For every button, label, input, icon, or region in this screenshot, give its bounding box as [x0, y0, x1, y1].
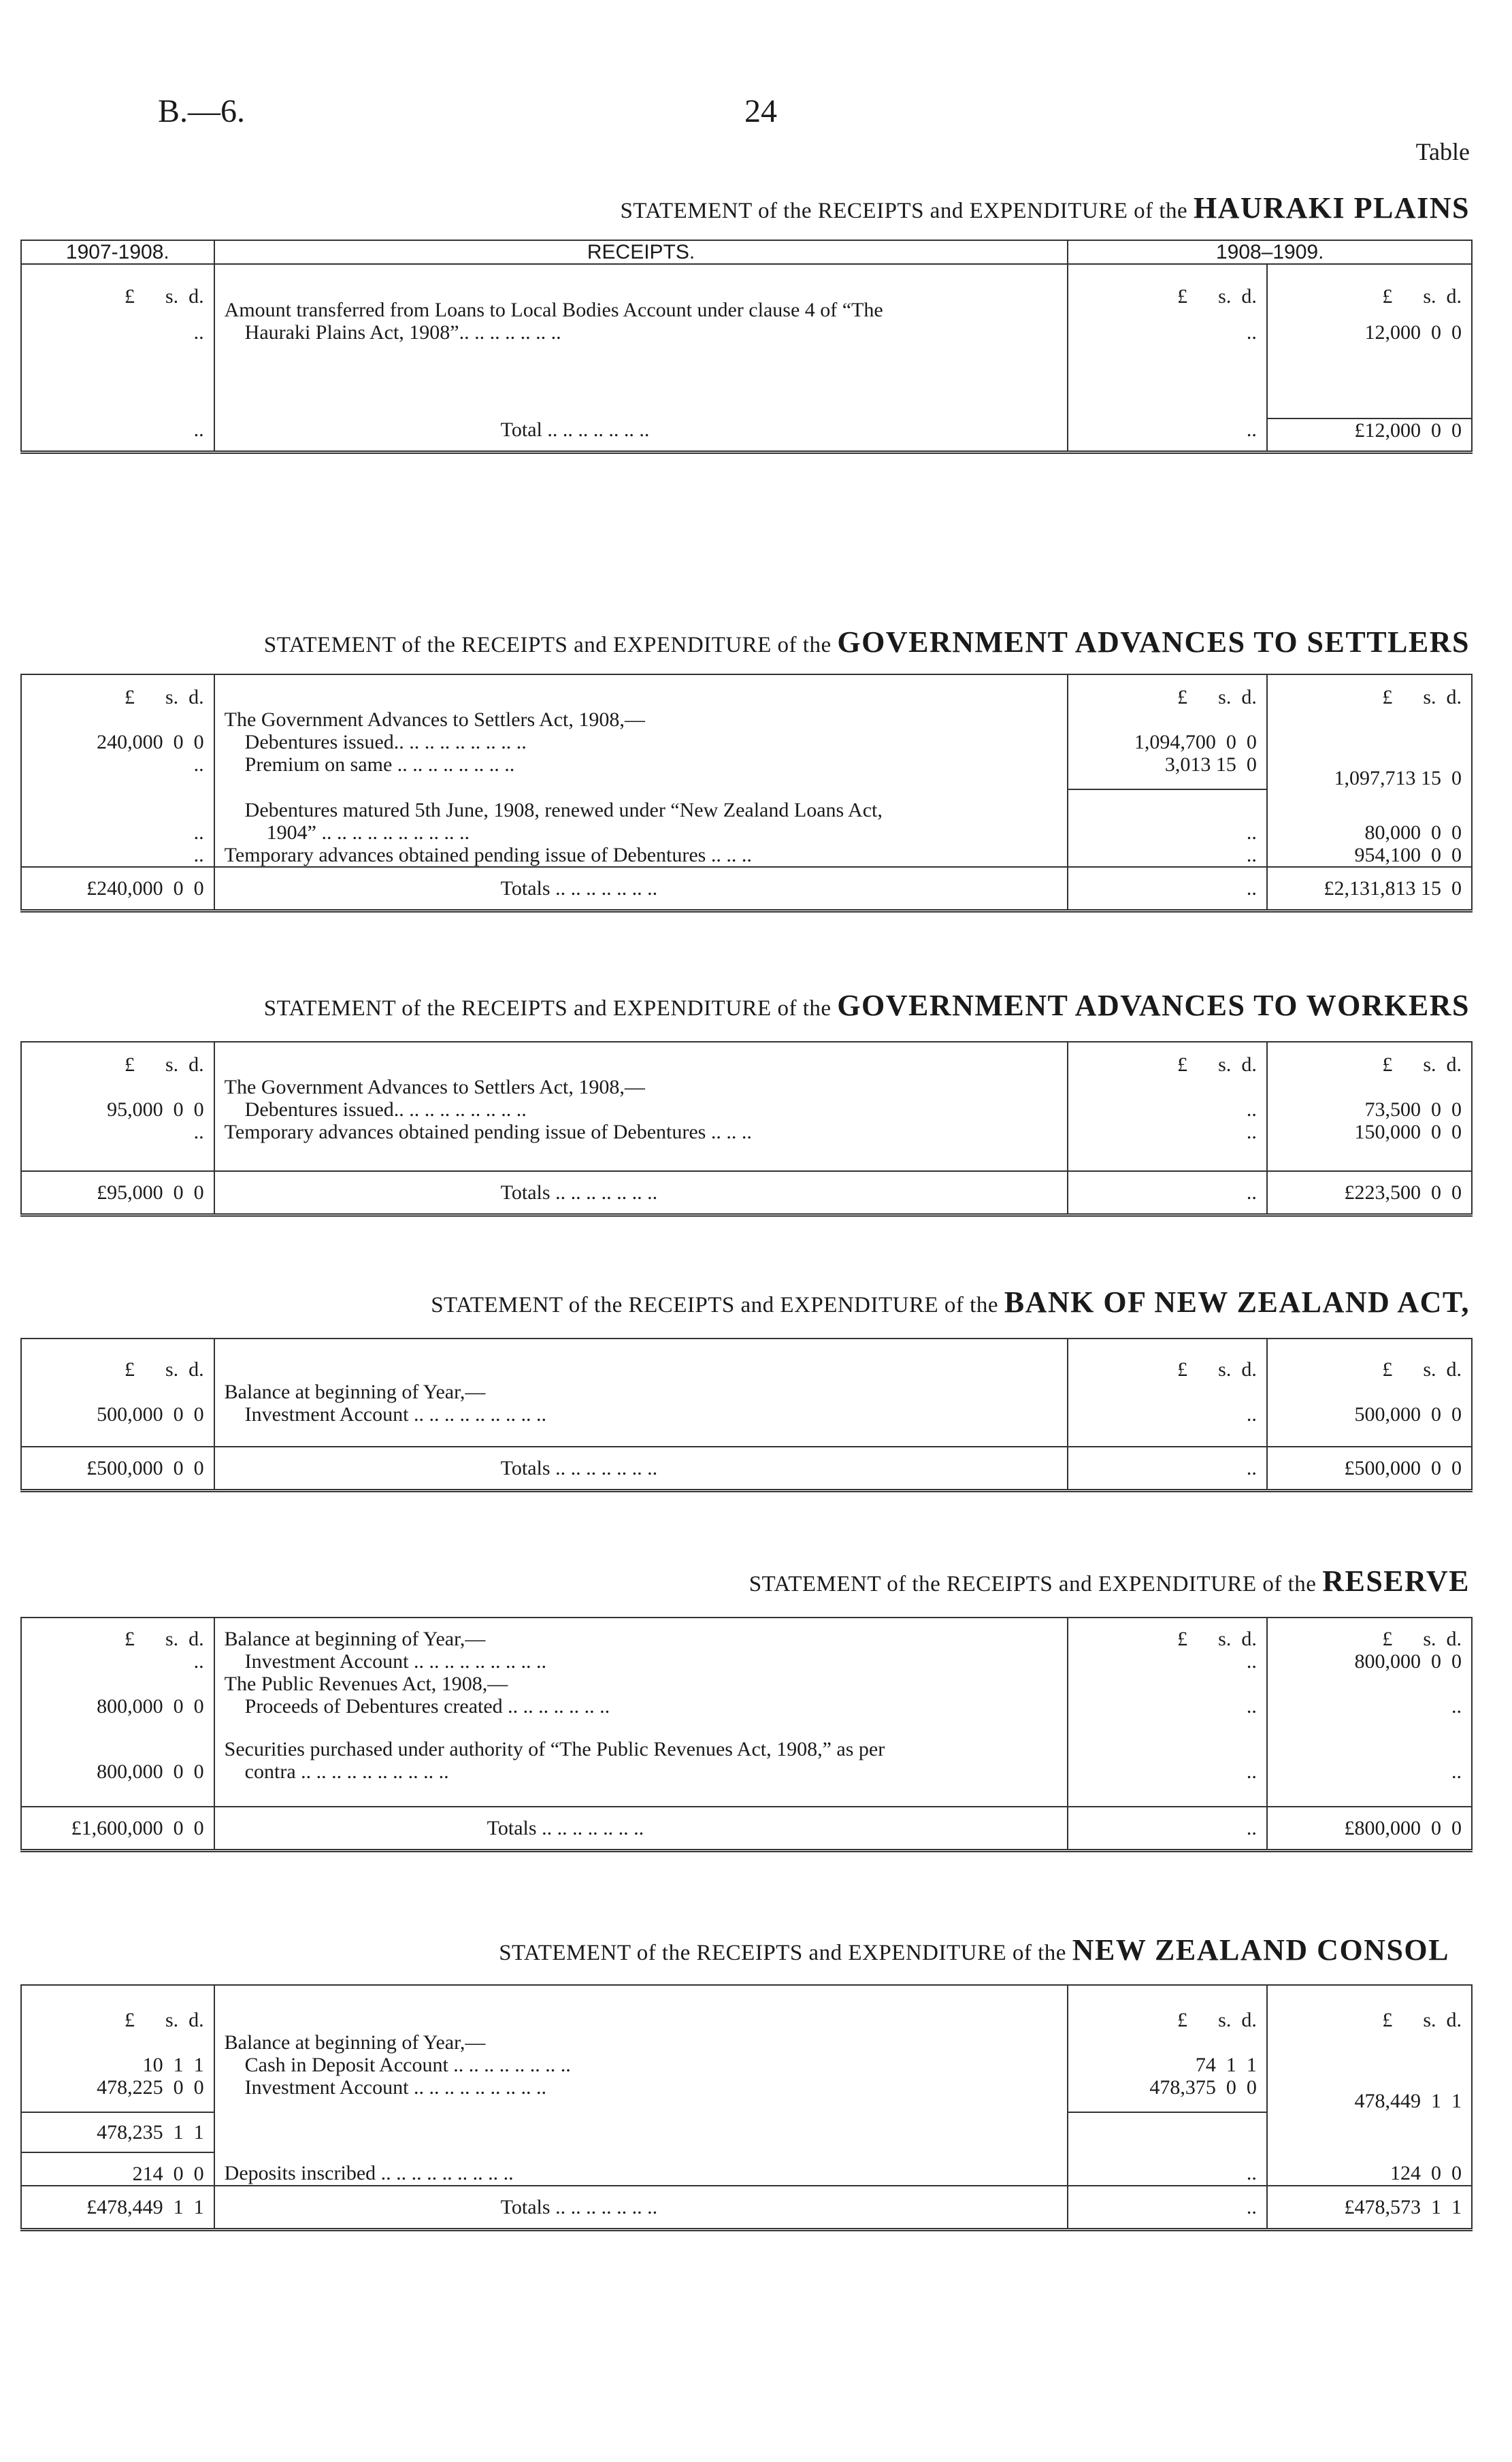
cell-amount: 1,094,700 0 0 [1068, 731, 1266, 753]
cell-total: £95,000 0 0 [21, 1171, 214, 1215]
cell-amount: 478,375 0 0 [1068, 2076, 1266, 2112]
document-reference: B.—6. [158, 93, 246, 129]
row-label: Debentures issued.. .. .. .. .. .. .. .. .. [214, 731, 1068, 753]
cell-dots: .. [1068, 321, 1266, 344]
table-row [21, 2031, 1472, 2054]
cell-dots: .. [1068, 1760, 1266, 1783]
reserve-table [20, 1617, 1473, 1852]
table-row [21, 821, 1472, 844]
cell-total: £800,000 0 0 [1267, 1807, 1472, 1851]
totals-label: Totals .. .. .. .. .. .. .. [214, 867, 1068, 911]
col-receipts: RECEIPTS. [214, 240, 1068, 264]
hauraki-table [20, 240, 1473, 454]
heading-prefix: STATEMENT of the RECEIPTS and EXPENDITURE of the [749, 1572, 1317, 1596]
cell-total: £1,600,000 0 0 [21, 1807, 214, 1851]
cell-total: £240,000 0 0 [21, 867, 214, 911]
units-label: £ s. d. [21, 674, 214, 708]
cell-subtotal: 478,235 1 1 [21, 2112, 214, 2152]
units-label: £ s. d. [1068, 1339, 1266, 1381]
cell-dots: .. [21, 418, 214, 453]
row-label: Investment Account .. .. .. .. .. .. .. .. .. [214, 1403, 1068, 1426]
table-row [21, 789, 1472, 821]
hauraki-heading [620, 191, 1470, 225]
spacer-row [21, 344, 1472, 418]
cell-amount: 74 1 1 [1068, 2054, 1266, 2076]
cell-amount: 95,000 0 0 [21, 1098, 214, 1121]
col-1907: 1907-1908. [21, 240, 214, 264]
cell-total: £500,000 0 0 [21, 1447, 214, 1491]
cell-amount: 240,000 0 0 [21, 731, 214, 753]
cell-subtotal: 478,449 1 1 [1267, 2076, 1472, 2112]
units-label: £ s. d. [1068, 264, 1266, 321]
page-number: 24 [744, 93, 777, 129]
heading-prefix: STATEMENT of the RECEIPTS and EXPENDITURE of the [263, 996, 832, 1021]
table-row [21, 1121, 1472, 1143]
table-row [21, 1673, 1472, 1695]
cell-total: £2,131,813 15 0 [1267, 867, 1472, 911]
row-label: Debentures matured 5th June, 1908, renewed under “New Zealand Loans Act, [214, 789, 1068, 821]
table-row [21, 1098, 1472, 1121]
receipt-line-1: Amount transferred from Loans to Local Bodies Account under clause 4 of “The [214, 264, 1068, 321]
bank-heading [431, 1285, 1470, 1319]
bank-table [20, 1338, 1473, 1492]
table-row [21, 1618, 1472, 1650]
heading-title: GOVERNMENT ADVANCES TO SETTLERS [837, 625, 1470, 659]
units-label: £ s. d. [1267, 1042, 1472, 1076]
cell-dots: .. [1068, 821, 1266, 844]
cell-dots: .. [1068, 418, 1266, 453]
cell-amount: 124 0 0 [1267, 2152, 1472, 2186]
heading-prefix: STATEMENT of the RECEIPTS and EXPENDITURE of the [620, 199, 1188, 223]
table-row [21, 2076, 1472, 2112]
settlers-heading [264, 625, 1470, 659]
heading-prefix: STATEMENT of the RECEIPTS and EXPENDITURE of the [263, 633, 832, 657]
receipt-line-2: Hauraki Plains Act, 1908”.. .. .. .. .. .. .. [214, 321, 1068, 344]
row-label: Investment Account .. .. .. .. .. .. .. .. .. [214, 2076, 1068, 2112]
table-row [21, 1718, 1472, 1760]
cell-dots: .. [1068, 844, 1266, 867]
units-label: £ s. d. [1267, 1618, 1472, 1650]
heading-prefix: STATEMENT of the RECEIPTS and EXPENDITURE of the [499, 1941, 1066, 1965]
table-label: Table [1415, 138, 1470, 165]
units-row [21, 1042, 1472, 1076]
cell-amount: 3,013 15 0 [1068, 753, 1266, 789]
units-label: £ s. d. [21, 1042, 214, 1076]
row-label: Deposits inscribed .. .. .. .. .. .. .. .. .. [214, 2152, 1068, 2186]
cell-amount: 800,000 0 0 [21, 1760, 214, 1783]
row-label: Investment Account .. .. .. .. .. .. .. .. .. [214, 1650, 1068, 1673]
cell-amount: 150,000 0 0 [1267, 1121, 1472, 1143]
settlers-table [20, 674, 1473, 913]
table-row [21, 2054, 1472, 2076]
units-label: £ s. d. [1267, 1985, 1472, 2031]
totals-row [21, 418, 1472, 453]
cell-amount: 500,000 0 0 [1267, 1403, 1472, 1426]
row-label: Balance at beginning of Year,— [214, 1381, 1068, 1403]
cell-subtotal: 1,097,713 15 0 [1267, 753, 1472, 789]
units-row [21, 264, 1472, 321]
spacer-row [21, 1143, 1472, 1171]
table-row [21, 731, 1472, 753]
workers-heading [264, 988, 1470, 1023]
cell-amount: 800,000 0 0 [1267, 1650, 1472, 1673]
spacer-row [21, 1783, 1472, 1807]
table-row [21, 321, 1472, 344]
units-label: £ s. d. [21, 1985, 214, 2031]
cell-dots: .. [21, 321, 214, 344]
row-label: Balance at beginning of Year,— [214, 2031, 1068, 2054]
units-row [21, 1985, 1472, 2031]
cell-dots: .. [1068, 1403, 1266, 1426]
table-row [21, 1076, 1472, 1098]
cell-dots: .. [1068, 1650, 1266, 1673]
totals-row [21, 867, 1472, 911]
table-row [21, 1695, 1472, 1718]
cell-amount: 954,100 0 0 [1267, 844, 1472, 867]
heading-title: BANK OF NEW ZEALAND ACT, [1004, 1285, 1470, 1319]
act-label: The Government Advances to Settlers Act, 1908,— [214, 1076, 1068, 1098]
cell-total: £12,000 0 0 [1267, 418, 1472, 453]
units-label: £ s. d. [1068, 1618, 1266, 1650]
totals-label: Totals .. .. .. .. .. .. .. [214, 2186, 1068, 2230]
cell-dots: .. [1068, 1171, 1266, 1215]
row-label: Debentures issued.. .. .. .. .. .. .. .. .. [214, 1098, 1068, 1121]
cell-dots: .. [21, 1650, 214, 1673]
units-label: £ s. d. [1267, 264, 1472, 321]
column-header-row [21, 240, 1472, 264]
cell-dots: .. [21, 753, 214, 789]
workers-table [20, 1041, 1473, 1217]
units-label: £ s. d. [21, 264, 214, 321]
row-label: Balance at beginning of Year,— [214, 1618, 1068, 1650]
cell-dots: .. [1068, 1695, 1266, 1718]
totals-row [21, 1447, 1472, 1491]
totals-row [21, 2186, 1472, 2230]
cell-dots: .. [1068, 1807, 1266, 1851]
table-row [21, 1650, 1472, 1673]
units-label: £ s. d. [21, 1339, 214, 1381]
totals-label: Totals .. .. .. .. .. .. .. [214, 1171, 1068, 1215]
units-label: £ s. d. [21, 1618, 214, 1650]
cell-amount: 800,000 0 0 [21, 1695, 214, 1718]
cell-amount: 10 1 1 [21, 2054, 214, 2076]
units-label: £ s. d. [1068, 674, 1266, 708]
cell-amount: 500,000 0 0 [21, 1403, 214, 1426]
heading-title: GOVERNMENT ADVANCES TO WORKERS [837, 989, 1470, 1022]
row-label: Premium on same .. .. .. .. .. .. .. .. [214, 753, 1068, 789]
table-row [21, 844, 1472, 867]
cell-amount: 214 0 0 [21, 2152, 214, 2186]
act-label: The Government Advances to Settlers Act, 1908,— [214, 708, 1068, 731]
row-label: Temporary advances obtained pending issue of Debentures .. .. .. [214, 844, 1068, 867]
cell-dots: .. [1267, 1760, 1472, 1783]
cell-dots: .. [1267, 1695, 1472, 1718]
cell-total: £223,500 0 0 [1267, 1171, 1472, 1215]
units-row [21, 674, 1472, 708]
cell-dots: .. [1068, 2152, 1266, 2186]
cell-dots: .. [1068, 2186, 1266, 2230]
row-label: Temporary advances obtained pending issue of Debentures .. .. .. [214, 1121, 1068, 1143]
heading-prefix: STATEMENT of the RECEIPTS and EXPENDITURE of the [431, 1293, 998, 1317]
consol-table [20, 1984, 1473, 2231]
totals-label: Total .. .. .. .. .. .. .. [214, 418, 1068, 453]
cell-amount: 478,225 0 0 [21, 2076, 214, 2112]
cell-dots: .. [1068, 1121, 1266, 1143]
totals-label: Totals .. .. .. .. .. .. .. [214, 1447, 1068, 1491]
cell-amount: 80,000 0 0 [1267, 821, 1472, 844]
col-1909: 1908–1909. [1068, 240, 1472, 264]
row-label: contra .. .. .. .. .. .. .. .. .. .. [214, 1760, 1068, 1783]
cell-total: £478,449 1 1 [21, 2186, 214, 2230]
cell-dots: .. [21, 844, 214, 867]
table-row [21, 1403, 1472, 1426]
cell-total: £478,573 1 1 [1267, 2186, 1472, 2230]
units-label: £ s. d. [1267, 674, 1472, 708]
cell-dots: .. [1068, 867, 1266, 911]
units-row [21, 1339, 1472, 1381]
totals-row [21, 1171, 1472, 1215]
table-row [21, 708, 1472, 731]
table-row [21, 1760, 1472, 1783]
row-label: 1904” .. .. .. .. .. .. .. .. .. .. [214, 821, 1068, 844]
row-label: Cash in Deposit Account .. .. .. .. .. .. .. .. [214, 2054, 1068, 2076]
act-label: The Public Revenues Act, 1908,— [214, 1673, 1068, 1695]
cell-amount: 73,500 0 0 [1267, 1098, 1472, 1121]
cell-amount: 12,000 0 0 [1267, 321, 1472, 344]
table-row [21, 753, 1472, 789]
spacer-row [21, 1426, 1472, 1447]
totals-label: Totals .. .. .. .. .. .. .. [214, 1807, 1068, 1851]
table-row [21, 2112, 1472, 2152]
units-label: £ s. d. [1068, 1042, 1266, 1076]
cell-dots: .. [1068, 1098, 1266, 1121]
cell-total: £500,000 0 0 [1267, 1447, 1472, 1491]
cell-dots: .. [21, 821, 214, 844]
units-label: £ s. d. [1267, 1339, 1472, 1381]
table-row [21, 1381, 1472, 1403]
heading-title: NEW ZEALAND CONSOL [1072, 1933, 1449, 1967]
row-label: Proceeds of Debentures created .. .. .. .. .. .. .. [214, 1695, 1068, 1718]
units-label: £ s. d. [1068, 1985, 1266, 2031]
cell-dots: .. [1068, 1447, 1266, 1491]
table-row [21, 2152, 1472, 2186]
consol-heading [499, 1933, 1449, 1967]
heading-title: RESERVE [1322, 1564, 1470, 1598]
totals-row [21, 1807, 1472, 1851]
heading-title: HAURAKI PLAINS [1193, 191, 1470, 225]
row-label: Securities purchased under authority of “The Public Revenues Act, 1908,” as per [214, 1718, 1068, 1760]
reserve-heading [749, 1564, 1470, 1598]
cell-dots: .. [21, 1121, 214, 1143]
